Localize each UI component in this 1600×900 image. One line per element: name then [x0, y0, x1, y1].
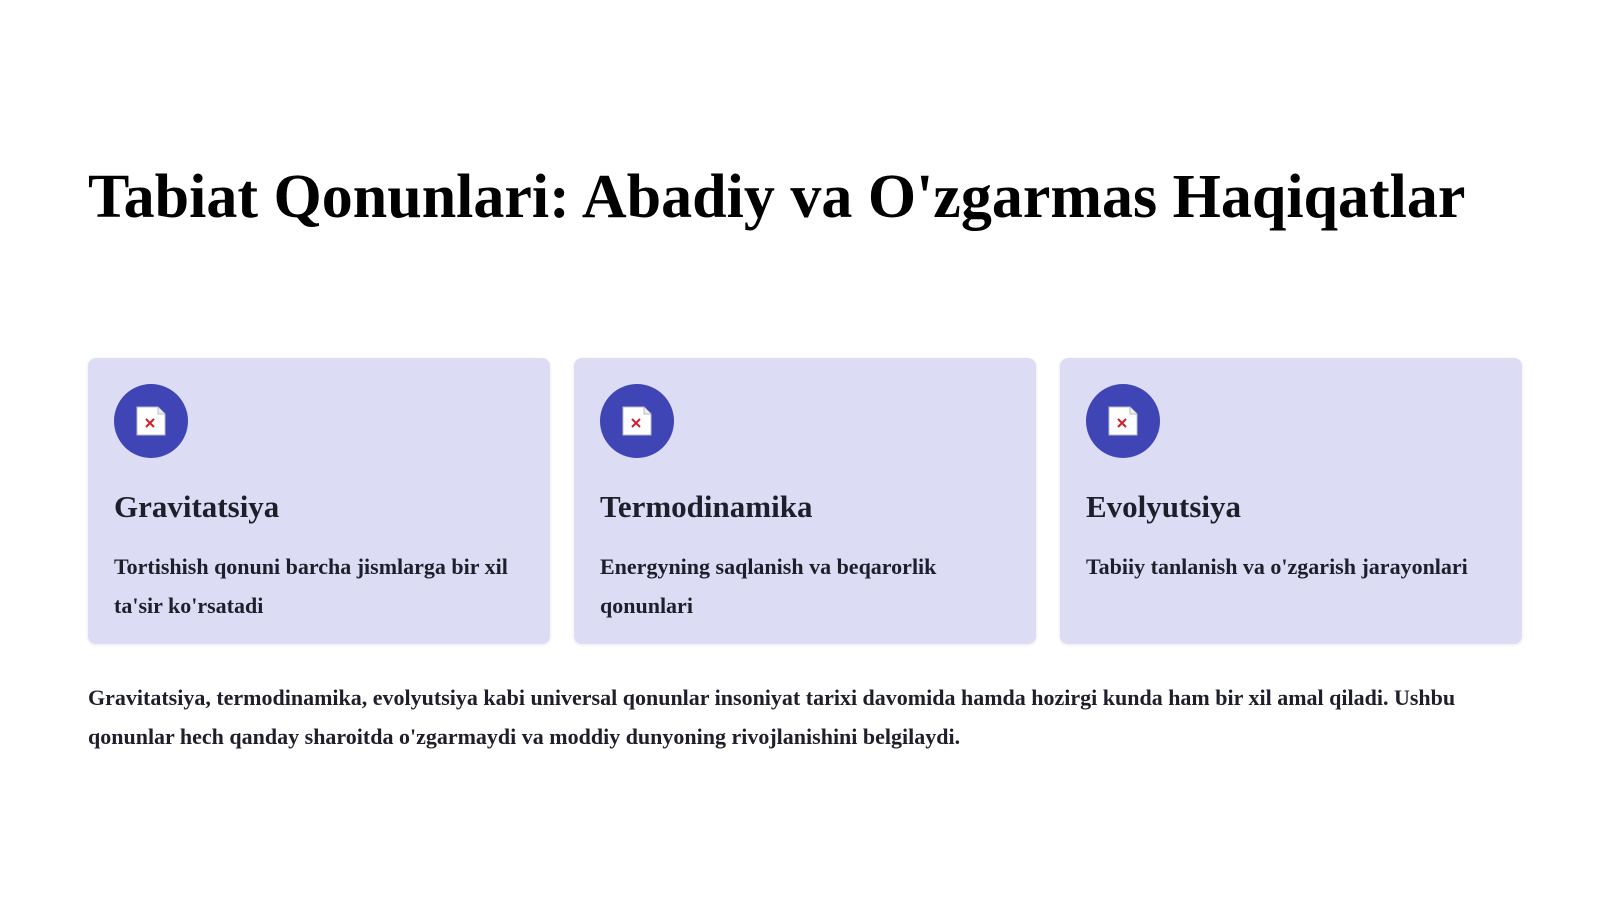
- card-title: Evolyutsiya: [1086, 489, 1242, 524]
- card-row: [88, 358, 1522, 644]
- card-description: Tortishish qonuni barcha jismlarga bir xil ta'sir ko'rsatadi: [114, 554, 508, 619]
- card-icon-circle: [114, 384, 188, 458]
- broken-image-icon: [134, 404, 168, 438]
- card-icon-circle: [1086, 384, 1160, 458]
- card-title: Gravitatsiya: [114, 489, 280, 524]
- broken-image-icon: [620, 404, 654, 438]
- page-title: Tabiat Qonunlari: Abadiy va O'zgarmas Haqiqatlar: [88, 163, 1466, 231]
- card-evolyutsiya: [1060, 358, 1522, 644]
- card-description: Tabiiy tanlanish va o'zgarish jarayonlari: [1086, 554, 1468, 580]
- body-paragraph: Gravitatsiya, termodinamika, evolyutsiya kabi universal qonunlar insoniyat tarixi davomida hamda hozirgi kunda ham bir xil amal qiladi. Ushbu qonunlar hech qanday sharoitda o'zgarmaydi va moddiy dunyoning rivojlanishini belgilaydi.: [88, 685, 1456, 749]
- card-title: Termodinamika: [600, 489, 813, 524]
- broken-image-icon: [1106, 404, 1140, 438]
- card-gravitatsiya: [88, 358, 550, 644]
- card-icon-circle: [600, 384, 674, 458]
- card-termodinamika: [574, 358, 1036, 644]
- card-description: Energyning saqlanish va beqarorlik qonunlari: [600, 554, 937, 619]
